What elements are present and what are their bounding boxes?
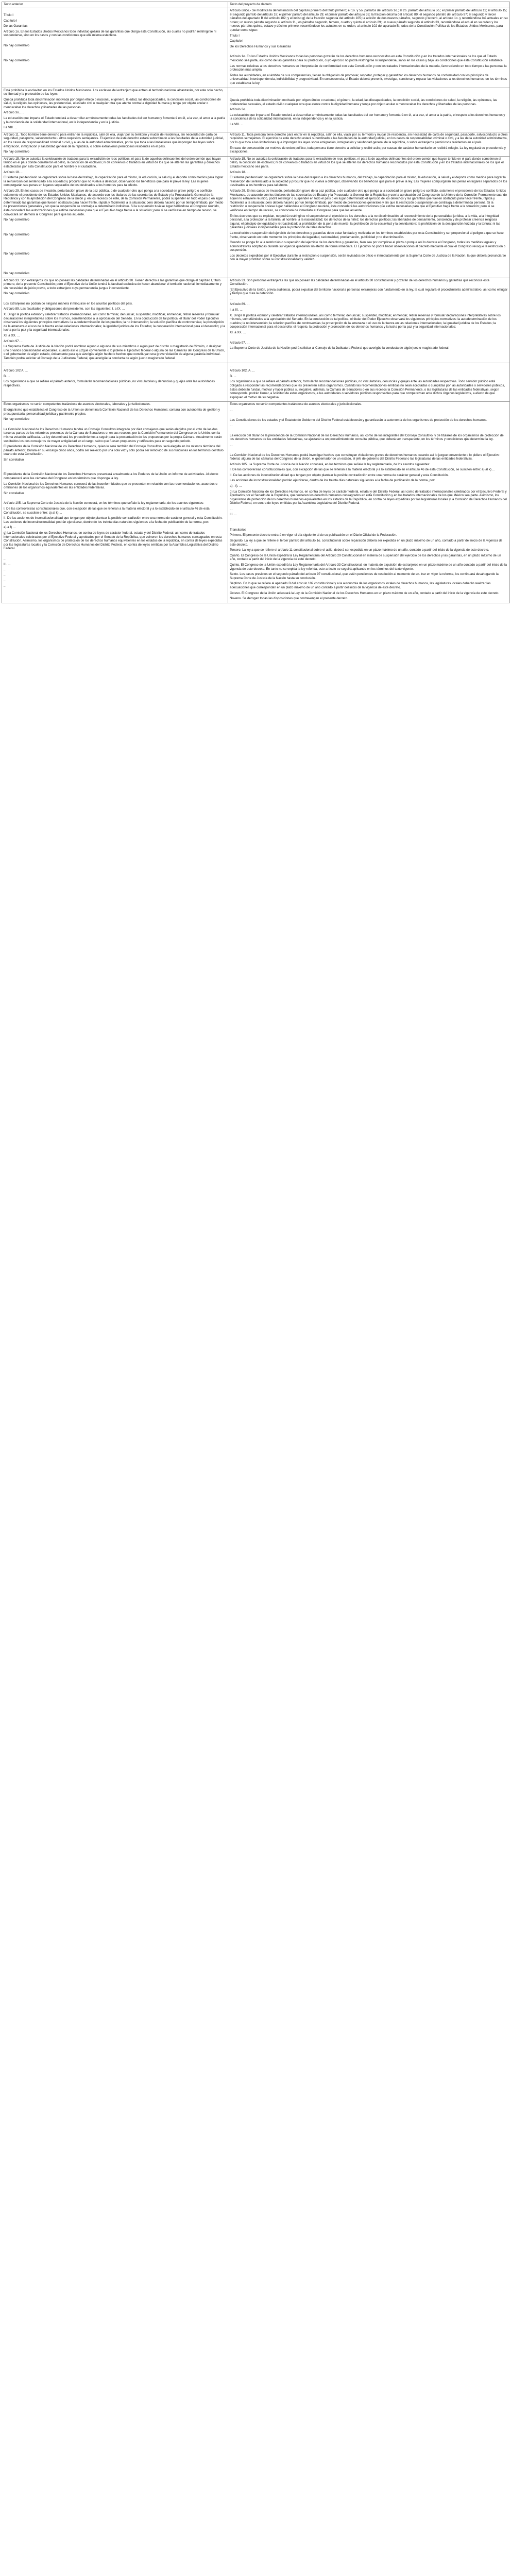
previous-text-cell [2, 402, 228, 603]
paragraph: XI. a XX. ... [4, 334, 20, 338]
table-row [2, 132, 510, 156]
paragraph: Artículo 1o. En los Estados Unidos Mexicanos todas las personas gozarán de los derechos humanos reconocidos en esta Constitución y en los tratados internacionales de los que el Estado mexicano sea parte, así como de las garantías para su protección, cuyo ejercicio no podrá restringirse ni suspenderse, salvo en los casos y bajo las condiciones que esta Constitución establece. [230, 55, 504, 62]
paragraph: Artículo 1o. En los Estados Unidos Mexicanos todo individuo gozará de las garantías que otorga esta Constitución, las cuales no podrán restringirse ni suspenderse, sino en los casos y con las condiciones que ella misma establece. [4, 29, 217, 38]
paragraph: No hay correlativo [4, 417, 29, 421]
paragraph: Artículo 11. Todo hombre tiene derecho para entrar en la república, salir de ella, viajar por su territorio y mudar de residencia, sin necesidad de carta de seguridad, pasaporte, salvoconducto u otros requisitos semejantes. El ejercicio de este derecho estará subordinado a las facultades de la autoridad judicial, en los casos de responsabilidad criminal o civil, y a las de la autoridad administrativa, por lo que toca a las limitaciones que impongan las leyes sobre emigración, inmigración y salubridad general de la república, o sobre extranjeros perniciosos residentes en el país. [4, 132, 225, 148]
paragraph: X. Dirigir la política exterior y celebrar tratados internacionales, así como terminar, denunciar, suspender, modificar, enmendar, retirar reservas y formular declaraciones interpretativas sobre los mismos, sometiéndolos a la aprobación del Senado. En la conducción de tal política, el titular del Poder Ejecutivo observará los siguientes principios normativos: la autodeterminación de los pueblos; la no intervención; la solución pacífica de controversias; la proscripción de la amenaza o el uso de la fuerza en las relaciones internacionales; la igualdad jurídica de los Estados; la cooperación internacional para el desarrollo; el respeto, la protección y promoción de los derechos humanos y la lucha por la paz y la seguridad internacionales; [230, 313, 502, 329]
paragraph [230, 523, 508, 527]
proposed-text-cell [228, 8, 510, 88]
paragraph: I a VIII. ... [4, 126, 18, 130]
paragraph: Artículo 15. No se autoriza la celebración de tratados para la extradición de reos políticos, ni para la de aquellos delincuentes del orden común que hayan tenido en el país donde cometieron el delito, la condición de esclavos; ni de convenios o tratados en virtud de los que se alteren los derechos humanos reconocidos por esta Constitución y en los tratados internacionales de los que el Estado mexicano sea parte. [230, 157, 505, 168]
paragraph: La educación que imparta el Estado tenderá a desarrollar armónicamente todas las facultades del ser humano y fomentará en él, a la vez, el amor a la patria, el respeto a los derechos humanos y la conciencia de la solidaridad internacional, en la independencia y en la justicia. [230, 113, 506, 121]
paragraph: Artículo 102 A. ... [4, 369, 28, 373]
paragraph: Artículo 89. ... [230, 302, 250, 307]
paragraph: De las Garantías [4, 24, 28, 28]
paragraph: Artículo 18. ... [4, 170, 24, 174]
paragraph: ... [230, 363, 233, 367]
paragraph: Todas las autoridades, en el ámbito de sus competencias, tienen la obligación de promover, respetar, proteger y garantizar los derechos humanos de conformidad con los principios de universalidad, interdependencia, indivisibilidad y progresividad. En consecuencia, el Estado deberá prevenir, investigar, sancionar y reparar las violaciones a los derechos humanos, en los términos que establezca la ley. [230, 73, 508, 85]
paragraph: No hay correlativo [4, 252, 29, 256]
paragraph [4, 463, 226, 466]
paragraph: a) a f) ... [4, 526, 16, 530]
paragraph: ... [4, 556, 7, 561]
paragraph [4, 267, 226, 270]
paragraph [230, 50, 508, 53]
paragraph: ... [4, 579, 7, 583]
paragraph: Sin correlativo [4, 491, 24, 495]
paragraph: I. a IX. ... [230, 308, 243, 312]
table-row [2, 88, 510, 132]
previous-text-cell [2, 278, 228, 363]
paragraph: Los extranjeros no podrán de ninguna manera inmiscuirse en los asuntos políticos del país. [4, 301, 133, 306]
proposed-text-cell [228, 402, 510, 603]
paragraph: g) La Comisión Nacional de los Derechos Humanos, en contra de leyes de carácter federal, estatal y del Distrito Federal, así como de tratados internacionales celebrados por el Ejecutivo Federal y aprobados por el Senado de la República, que vulneren los derechos humanos consagrados en esta Constitución y en los tratados internacionales de los que México sea parte. Asimismo, los organismos de protección de los derechos humanos equivalentes en los estados de la República, en contra de leyes expedidas por las legislaturas locales y la Comisión de Derechos Humanos del Distrito Federal, en contra de leyes emitidas por la Asamblea Legislativa del Distrito Federal. [230, 489, 508, 505]
column-header-proposed-text: Texto del proyecto de decreto [228, 2, 510, 8]
paragraph [230, 449, 508, 452]
paragraph: Artículo 15. No se autoriza la celebración de tratados para la extradición de reos políticos, ni para la de aquellos delincuentes del orden común que hayan tenido en el país donde cometieron el delito, la condición de esclavos; ni de convenios o tratados en virtud de los que se alteren las garantías y derechos establecidos por esta Constitución para el hombre y el ciudadano. [4, 157, 222, 168]
paragraph: Noveno. Se derogan todas las disposiciones que contravengan el presente decreto. [230, 597, 348, 601]
paragraph: Artículo 29. En los casos de invasión, perturbación grave de la paz pública, o de cualquier otro que ponga a la sociedad en grave peligro o conflicto, solamente el presidente de los Estados Unidos Mexicanos, de acuerdo con los titulares de las secretarías de Estado y la Procuraduría General de la República y con la aprobación del Congreso de la Unión o de la Comisión Permanente cuando aquel no estuviere reunido, podrá restringir o suspender en todo el país o en lugar determinado el ejercicio de los derechos y las garantías que fuesen obstáculo para hacer frente, rápida y fácilmente a la situación; pero deberá hacerlo por un tiempo limitado, por medio de prevenciones generales y sin que la restricción o suspensión se contraiga a determinada persona. Si la restricción o suspensión tuviese lugar hallándose el Congreso reunido, éste concederá las autorizaciones que estime necesarias para que el Ejecutivo haga frente a la situación; pero si se verificase en tiempo de receso, se convocará de inmediato al Congreso para que las acuerde. [230, 189, 508, 212]
paragraph: Queda prohibida toda discriminación motivada por origen étnico o nacional, el género, la edad, las discapacidades, la condición social, las condiciones de salud, la religión, las opiniones, las preferencias, el estado civil o cualquier otra que atente contra la dignidad humana y tenga por objeto anular o menoscabar los derechos y libertades de las personas. [4, 97, 222, 109]
paragraph: I a VIII. ... [230, 123, 244, 127]
paragraph [4, 468, 226, 471]
paragraph: Artículo único.- Se modifica la denominación del capítulo primero del título primero; el 1o. y 5o. párrafos del artículo 1o.; el 2o. párrafo del artículo 3o.; el primer párrafo del artículo 11; el artículo 15; el segundo párrafo del artículo 18; el primer párrafo del artículo 29; el primer párrafo del artículo 33; la fracción décima del artículo 89; el segundo párrafo del artículo 97; el segundo y tercer párrafos del apartado B del artículo 102; y el inciso g) de la fracción segunda del artículo 105; la adición de dos nuevos párrafos, segundo y tercero, al artículo 1o. y recorriéndose los actuales en su orden; un nuevo párrafo segundo al artículo 11, los párrafos segundo, tercero, cuarto y quinto al artículo 29; un nuevo párrafo segundo al artículo 33, recorriéndose el actual en su orden y los nuevos párrafos quinto, octavo y décimo primero, recorriéndose los actuales en su orden, al artículo 102 del apartado B; todos de la Constitución Política de los Estados Unidos Mexicanos, para quedar como sigue: [230, 9, 509, 32]
proposed-text-cell [228, 132, 510, 156]
paragraph: Está prohibida la esclavitud en los Estados Unidos Mexicanos. Los esclavos del extranjero que entren al territorio nacional alcanzarán, por este solo hecho, su libertad y la protección de las leyes. [4, 88, 225, 96]
paragraph: Artículo 3o.. ... [4, 111, 24, 115]
proposed-text-cell [228, 156, 510, 278]
paragraph [4, 39, 226, 42]
paragraph: Segundo. La ley a que se refiere el tercer párrafo del artículo 1o. constitucional sobre reparación deberá ser expedida en un plazo máximo de un año, contado a partir del inicio de la vigencia de este decreto. [230, 539, 504, 547]
paragraph: No hay correlativo [4, 43, 29, 47]
paragraph: Artículo 29. En los casos de invasión, perturbación grave de la paz pública, o de cualquier otro que ponga a la sociedad en grave peligro o conflicto, solamente el presidente de los Estados Unidos Mexicanos, de acuerdo con los titulares de las secretarías de Estado y la Procuraduría General de la República y con la aprobación del Congreso de la Unión y, en los recesos de éste, de la Comisión Permanente, podrá suspender en todo el país o en lugar determinado las garantías que fuesen obstáculo para hacer frente, rápida y fácilmente a la situación; pero deberá hacerlo por un tiempo limitado, por medio de prevenciones generales y sin que la suspensión se contraiga a determinado individuo. Si la suspensión tuviese lugar hallándose el Congreso reunido, éste concederá las autorizaciones que estime necesarias para que el Ejecutivo haga frente a la situación; pero si se verificase en tiempo de receso, se convocará sin demora al Congreso para que las acuerde. [4, 189, 225, 216]
paragraph [4, 54, 226, 57]
previous-text-cell [2, 156, 228, 278]
paragraph: Las Constituciones de los estados y el Estatuto de Gobierno del Distrito Federal establecerán y garantizarán la autonomía de los organismos de protección de los derechos humanos. [230, 418, 487, 422]
paragraph: Artículo 18. ... [230, 170, 250, 174]
paragraph: El sistema penitenciario se organizará sobre la base del trabajo, la capacitación para el mismo, la educación, la salud y el deporte como medios para lograr la reinserción del sentenciado a la sociedad y procurar que no vuelva a delinquir, observando los beneficios que para él prevé la ley. Las mujeres compurgarán sus penas en lugares separados de los destinados a los hombres para tal efecto. [4, 176, 224, 188]
table-header-row [2, 2, 510, 8]
paragraph: ... [230, 88, 233, 92]
proposed-text-cell [228, 88, 510, 132]
paragraph: No hay correlativo [4, 292, 29, 296]
paragraph [4, 258, 226, 261]
paragraph [4, 497, 226, 500]
paragraph [4, 224, 226, 227]
comparison-table [2, 2, 510, 603]
paragraph: B. ... [230, 374, 236, 378]
paragraph [4, 228, 226, 231]
paragraph: Artículo 89. Las facultades y obligaciones del presidente, son las siguientes: I. a IX. ... [4, 307, 125, 311]
paragraph: X. Dirigir la política exterior y celebrar tratados internacionales, así como terminar, denunciar, suspender, modificar, enmendar, retirar reservas y formular declaraciones interpretativas sobre los mismos, sometiéndolos a la aprobación del Senado. En la conducción de tal política, el titular del Poder Ejecutivo observará los siguientes principios normativos: la autodeterminación de los pueblos; la no intervención; la solución pacífica de controversias; la proscripción de la amenaza o el uso de la fuerza en las relaciones internacionales; la igualdad jurídica de los Estados; la cooperación internacional para el desarrollo; y la lucha por la paz y la seguridad internacionales; [4, 313, 226, 332]
paragraph: El presidente de la Comisión Nacional de los Derechos Humanos presentará anualmente a los Poderes de la Unión un informe de actividades. Al efecto comparecerá ante las cámaras del Congreso en los términos que disponga la ley. [4, 472, 219, 481]
paragraph: Queda prohibida toda discriminación motivada por origen étnico o nacional, el género, la edad, las discapacidades, la condición social, las condiciones de salud, la religión, las opiniones, las preferencias sexuales, el estado civil o cualquier otra que atente contra la dignidad humana y tenga por objeto anular o menoscabar los derechos y libertades de las personas. [230, 98, 498, 106]
paragraph: Sexto. Los casos previstos en el segundo párrafo del artículo 97 constitucional, que estén pendientes de resolución al momento de en- trar en vigor la reforma, los continuará desahogando la Suprema Corte de Justicia de la Nación hasta su conclusión. [230, 572, 500, 580]
paragraph: II. De las acciones de inconstitucionalidad que tengan por objeto plantear la posible contradicción entre una norma de carácter general y esta Constitución. Las acciones de inconstitucionalidad podrán ejercitarse, dentro de los treinta días naturales siguientes a la fecha de publicación de la norma, por: [4, 516, 224, 524]
previous-text-cell [2, 8, 228, 88]
paragraph: Artículo 33. Son personas extranjeras las que no posean las calidades determinadas en el artículo 30 constitucional y gozarán de los derechos humanos y garantías que reconoce esta Constitución. [230, 278, 490, 286]
paragraph: III. ... [4, 562, 11, 566]
paragraph: No hay correlativo [4, 150, 29, 154]
paragraph [4, 423, 226, 426]
paragraph: ... [230, 408, 233, 412]
paragraph: Artículo 105. La Suprema Corte de Justicia de la Nación conocerá, en los términos que señale la ley reglamentaria, de los asuntos siguientes: [230, 462, 430, 466]
paragraph: [El] Ejecutivo de la Unión, previa audiencia, podrá expulsar del territorio nacional a personas extranjeras con fundamento en la ley, la cual regulará el procedimiento administrativo, así como el lugar y tiempo que dure la detención. [230, 287, 508, 296]
paragraph: Artículo 11. Toda persona tiene derecho para entrar en la república, salir de ella, viajar por su territorio y mudar de residencia, sin necesidad de carta de seguridad, pasaporte, salvoconducto u otros requisitos semejantes. El ejercicio de este derecho estará subordinado a las facultades de la autoridad judicial, en los casos de responsabilidad criminal o civil, y a las de la autoridad administrativa, por lo que toca a las limitaciones que impongan las leyes sobre emigración, inmigración y salubridad general de la república, o sobre extranjeros perniciosos residentes en el país. [230, 132, 509, 145]
paragraph: La restricción o suspensión del ejercicio de los derechos y garantías debe estar fundada y motivada en los términos establecidos por esta Constitución y ser proporcional al peligro a que se hace frente, observando en todo momento los principios de legalidad, racionalidad, proclamación, publicidad y no discriminación. [230, 231, 505, 239]
table-row [2, 156, 510, 278]
paragraph: No hay correlativo [4, 58, 29, 62]
paragraph: II. De las acciones de inconstitucionalidad que tengan por objeto plantear la posible contradicción entre una norma de carácter general y esta Constitución. [230, 473, 449, 477]
table-row [2, 402, 510, 603]
paragraph: No hay correlativo [4, 271, 29, 275]
previous-text-cell [2, 132, 228, 156]
paragraph [4, 262, 226, 265]
paragraph: La elección del titular de la presidencia de la Comisión Nacional de los Derechos Humanos, así como de los integrantes del Consejo Consultivo, y de titulares de los organismos de protección de los derechos humanos de las entidades federativas, se ajustarán a un procedimiento de consulta pública, que deberá ser transparente, en los términos y condiciones que determine la ley. [230, 433, 505, 442]
paragraph: Los decretos expedidos por el Ejecutivo durante la restricción o suspensión, serán revisados de oficio e inmediatamente por la Suprema Corte de Justicia de la Nación, la que deberá pronunciarse con la mayor prontitud sobre su constitucionalidad y validez. [230, 253, 507, 262]
paragraph: Artículo 102. A. ... [230, 369, 255, 373]
paragraph: ... [230, 518, 233, 522]
paragraph: Estos organismos no serán competentes tratándose de asuntos electorales y jurisdiccionales. [230, 402, 362, 406]
paragraph: ... [230, 297, 233, 301]
paragraph: ... [4, 573, 7, 577]
paragraph: Transitorios [230, 528, 247, 532]
paragraph: XI. a XX. ... [230, 331, 246, 335]
proposed-text-cell [228, 363, 510, 402]
paragraph: III. ... [230, 512, 237, 516]
paragraph: Artículo 33. Son extranjeros los que no posean las calidades determinadas en el artículo 30. Tienen derecho a las garantías que otorga el capítulo I, título primero, de la presente Constitución; pero el Ejecutivo de la Unión tendrá la facultad exclusiva de hacer abandonar el territorio nacional, inmediatamente y sin necesidad de juicio previo, a todo extranjero cuya permanencia juzgue inconveniente. [4, 278, 223, 290]
paragraph: Los organismos a que se refiere el párrafo anterior, formularán recomendaciones públicas, no vinculatorias y denuncias y quejas ante las autoridades respectivas. [4, 380, 216, 387]
paragraph: Cuando se ponga fin a la restricción o suspensión del ejercicio de los derechos y garantías, bien sea por cumplirse el plazo o porque así lo decrete el Congreso, todas las medidas legales y administrativas adoptadas durante su vigencia quedarán sin efecto de forma inmediata. El Ejecutivo no podrá hacer observaciones al decreto mediante el cual el Congreso revoque la restricción o suspensión. [230, 241, 506, 252]
paragraph [4, 243, 226, 246]
paragraph: Estos organismos no serán competentes tratándose de asuntos electorales, laborales y jurisdiccionales. [4, 402, 151, 406]
paragraph: De los Derechos Humanos y sus Garantías [230, 44, 291, 48]
paragraph: Séptimo. En lo que se refiere al apartado B del artículo 102 constitucional y a la autonomía de los organismos locales de derechos humanos, las legislaturas locales deberán realizar las adecuaciones que correspondan en un plazo máximo de un año contado a partir del inicio de la vigencia de este decreto. [230, 582, 492, 589]
previous-text-cell [2, 88, 228, 132]
paragraph: ... [4, 568, 7, 572]
column-header-previous-text: Texto anterior [2, 2, 228, 8]
paragraph: Sin correlativo [4, 457, 24, 462]
paragraph: La Suprema Corte de Justicia de la Nación podrá nombrar alguno o algunos de sus miembros o algún juez de distrito o magistrado de Circuito, o designar uno o varios comisionados especiales, cuando así lo juzgue conveniente o lo pidiere el Ejecutivo federal o alguna de las Cámaras del Congreso de la Unión, o el gobernador de algún estado, únicamente para que averigüe algún hecho o hechos que constituyan una grave violación de alguna garantía individual. También podrá solicitar al Consejo de la Judicatura Federal, que averigüe la conducta de algún juez o magistrado federal. [4, 345, 226, 360]
paragraph: Título I [230, 33, 240, 38]
paragraph [4, 49, 226, 53]
paragraph: Artículo 105. La Suprema Corte de Justicia de la Nación conocerá, en los términos que señale la ley reglamentaria, de los asuntos siguientes: [4, 501, 204, 505]
paragraph: Capítulo I [4, 19, 18, 23]
paragraph: El organismo que establezca el Congreso de la Unión se denominará Comisión Nacional de los Derechos Humanos; contará con autonomía de gestión y presupuestaria, personalidad jurídica y patrimonio propios. [4, 408, 221, 416]
paragraph: Tercero. La ley a que se refiere el artículo 11 constitucional sobre el asilo, deberá ser expedida en un plazo máximo de un año, contado a partir del inicio de la vigencia de este decreto. [230, 548, 489, 552]
paragraph: No hay correlativo [4, 218, 29, 222]
paragraph: La educación que imparta el Estado tenderá a desarrollar armónicamente todas las facultades del ser humano y fomentará en él, a la vez, el amor a la patria y la conciencia de la solidaridad internacional, en la independencia y en la justicia. [4, 116, 226, 124]
paragraph [4, 238, 226, 241]
paragraph: ... [230, 443, 233, 447]
paragraph: I. De las controversias constitucionales que, con excepción de las que se refieran a la materia electoral y a lo establecido en el artículo 46 de esta Constitución, se susciten entre: a) al k) ... [230, 468, 495, 472]
paragraph: El presidente de la Comisión Nacional de los Derechos Humanos, quien lo será también del Consejo Consultivo, será elegido en los mismos términos del párrafo anterior. Durará en su encargo cinco años, podrá ser reelecto por una sola vez y sólo podrá ser removido de sus funciones en los términos del título cuarto de esta Constitución. [4, 445, 225, 456]
paragraph: El sistema penitenciario se organizará sobre la base del respeto a los derechos humanos, del trabajo, la capacitación para el mismo, la educación, la salud y el deporte como medios para lograr la reinserción del sentenciado a la sociedad y procurar que no vuelva a delinquir, observando los beneficios que para él prevé la ley. Las mujeres compurgarán sus penas en lugares separados de los destinados a los hombres para tal efecto. [230, 176, 508, 188]
paragraph: Artículo 3o. ... [230, 108, 250, 112]
paragraph: No hay correlativo [4, 232, 29, 236]
paragraph: Primero. El presente decreto entrará en vigor el día siguiente al de su publicación en el Diario Oficial de la Federación. [230, 533, 397, 537]
paragraph: La Comisión Nacional de los Derechos Humanos tendrá un Consejo Consultivo integrado por diez consejeros que serán elegidos por el voto de las dos terceras partes de los miembros presentes de la Cámara de Senadores o, en sus recesos, por la Comisión Permanente del Congreso de la Unión, con la misma votación calificada. La ley determinará los procedimientos a seguir para la presentación de las propuestas por la propia Cámara. Anualmente serán sustituidos los dos consejeros de mayor antigüedad en el cargo, salvo que fuesen propuestos y ratificados para un segundo periodo. [4, 427, 223, 443]
paragraph [4, 247, 226, 250]
paragraph: Octavo. El Congreso de la Unión adecuará la Ley de la Comisión Nacional de los Derechos Humanos en un plazo máximo de un año, contado a partir del inicio de la vigencia de este decreto. [230, 591, 500, 595]
paragraph: ... [230, 507, 233, 511]
paragraph: B. ... [4, 374, 10, 378]
paragraph: En caso de persecución por motivos de orden político, toda persona tiene derecho a solicitar y recibir asilo; por causas de carácter humanitario se recibirá refugio. La ley regulará su procedencia y excepciones. [230, 146, 507, 154]
paragraph: ... [4, 363, 7, 367]
paragraph: Quinto. El Congreso de la Unión expedirá la Ley Reglamentaria del Artículo 33 Constitucional, en materia de expulsión de extranjeros en un plazo máximo de un año contado a partir del inicio de la vigencia de este decreto. En tanto no se expida la ley referida, este artículo se seguirá aplicando en los términos del texto vigente. [230, 563, 508, 571]
paragraph: Las acciones de inconstitucionalidad podrán ejercitarse, dentro de los treinta días naturales siguientes a la fecha de publicación de la norma, por: [230, 479, 435, 483]
paragraph: Cuarto. El Congreso de la Unión expedirá la Ley Reglamentaria del Artículo 29 Constitucional en materia de suspensión del ejercicio de los derechos y las garantías, en un plazo máximo de un año, contado a partir del inicio de la vigencia de este decreto. [230, 553, 502, 562]
paragraph: g) La Comisión Nacional de los Derechos Humanos, en contra de leyes de carácter federal, estatal y del Distrito Federal, así como de tratados internacionales celebrados por el Ejecutivo Federal y aprobados por el Senado de la República, que vulneren los derechos humanos consagrados en esta Constitución. Asimismo, los organismos de protección de los derechos humanos equivalentes en los estados de la república, en contra de leyes expedidas por las legislaturas locales y la Comisión de Derechos Humanos del Distrito Federal, en contra de leyes emitidas por la Asamblea Legislativa del Distrito Federal. [4, 531, 224, 551]
paragraph: Capítulo I [230, 39, 244, 43]
paragraph [230, 414, 508, 417]
previous-text-cell [2, 363, 228, 402]
paragraph [230, 336, 508, 340]
paragraph [230, 429, 508, 432]
paragraph [4, 9, 226, 12]
paragraph: ... [4, 584, 7, 588]
paragraph: Los organismos a que se refiere el párrafo anterior, formularán recomendaciones públicas, no vinculatorias, denuncias y quejas ante las autoridades respectivas. Todo servidor público está obligado a responder las recomendaciones que les presenten estos organismos. Cuando las recomendaciones emitidas no sean aceptadas o cumplidas por las autoridades o servidores públicos, éstos deberán fundar, motivar y hacer pública su negativa; además, la Cámara de Senadores o en sus recesos la Comisión Permanente, o las legislaturas de las entidades federativas, según corresponda, podrán llamar, a solicitud de estos organismos, a las autoridades o servidores públicos responsables para que comparezcan ante dichos órganos legislativos, a efecto de que expliquen el motivo de su negativa. [230, 380, 506, 399]
paragraph: La Comisión Nacional de los Derechos Humanos podrá investigar hechos que constituyan violaciones graves de derechos humanos, cuando así lo juzgue conveniente o lo pidiere el Ejecutivo federal, alguna de las cámaras del Congreso de la Unión, el gobernador de un estado, el jefe de gobierno del Distrito Federal o las legislaturas de las entidades federativas. [230, 453, 501, 461]
paragraph [230, 94, 508, 97]
table-row [2, 8, 510, 88]
paragraph: Las normas relativas a los derechos humanos se interpretarán de conformidad con esta Constitución y con los tratados internacionales de la materia, favoreciendo en todo tiempo a las personas la protección más amplia. [230, 64, 508, 72]
paragraph: Artículo 97. ... [230, 341, 250, 345]
table-row [2, 278, 510, 363]
paragraph: I. De las controversias constitucionales que, con excepción de las que se refieran a la materia electoral y a lo establecido en el artículo 46 de esta Constitución, se susciten entre: a) al k) ... [4, 507, 211, 515]
paragraph: Título I [4, 13, 13, 17]
paragraph [4, 297, 226, 300]
paragraph: Artículo 97. ... [4, 339, 24, 343]
table-row [2, 363, 510, 402]
proposed-text-cell [228, 278, 510, 363]
paragraph: La Comisión Nacional de los Derechos Humanos conocerá de las inconformidades que se presenten en relación con las recomendaciones, acuerdos u omisiones de los organismos equivalentes en las entidades federativas. [4, 482, 218, 490]
paragraph: En los decretos que se expidan, no podrá restringirse ni suspenderse el ejercicio de los derechos a la no discriminación, al reconocimiento de la personalidad jurídica, a la vida, a la integridad personal, a la protección a la familia, al nombre, a la nacionalidad; los derechos de la niñez; los derechos políticos; las libertades de pensamiento, conciencia y de profesar creencia religiosa alguna; el principio de legalidad y retroactividad; la prohibición de la pena de muerte; la prohibición de la esclavitud y la servidumbre; la prohibición de la desaparición forzada y la tortura; ni las garantías judiciales indispensables para la protección de tales derechos. [230, 214, 501, 230]
paragraph: La Suprema Corte de Justicia de la Nación podrá solicitar al Consejo de la Judicatura Federal que averigüe la conducta de algún juez o magistrado federal. [230, 346, 450, 350]
paragraph [4, 552, 226, 555]
paragraph: a) - f). ... [230, 484, 242, 488]
paragraph: ... [230, 423, 233, 428]
